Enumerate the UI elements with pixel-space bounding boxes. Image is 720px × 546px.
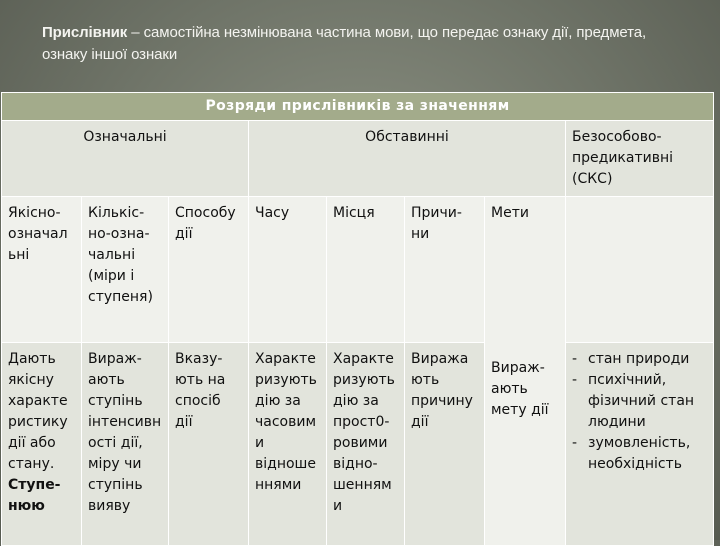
subtype-purpose-cell [485,197,566,546]
group-predicative: Безособово-предикативні (СКС) [566,121,714,197]
table-title-row [2,93,714,121]
desc-qualitative: Дають якісну характеристику дії або стану. [8,351,68,472]
subtype-predicative-empty [566,197,714,343]
subtype-qualitative: Якісно-означальні [2,197,82,343]
heading-term: Прислівник [42,24,128,41]
list-item: - стан природи [572,349,707,370]
list-item: - зумовленість, необхідність [572,433,707,475]
group-circumstantial: Обставинні [249,121,566,197]
subtype-manner: Способу дії [169,197,249,343]
group-header-row [2,121,714,197]
predicative-list [572,349,707,475]
adverb-categories-table [1,92,714,546]
group-attributive: Означальні [2,121,249,197]
table-title: Розряди прислівників за значенням [2,93,714,121]
desc-quantitative: Вираж-ають ступінь інтенсивності дії, міру чи ступінь вияву [82,343,169,546]
desc-place: Характеризують дію за прост0-ровими відно-шеннями [327,343,405,546]
heading-definition: – самостійна незмінювана частина мови, що передає ознаку дії, предмета, ознаку іншої ознаки [42,24,647,63]
desc-cause: Виражають причину дії [405,343,485,546]
subtype-row [2,197,714,343]
desc-purpose: Вираж-ають мету дії [491,360,549,418]
subtype-cause: Причи-ни [405,197,485,343]
desc-qualitative-bold: Ступе-нюю [8,477,61,514]
subtype-purpose: Мети [491,205,529,221]
desc-predicative [566,343,714,546]
description-row [2,343,714,546]
subtype-place: Місця [327,197,405,343]
desc-manner: Вказу-ють на спосіб дії [169,343,249,546]
list-item: - психічний, фізичний стан людини [572,370,707,433]
slide-heading [42,22,692,66]
desc-qualitative-cell [2,343,82,546]
desc-time: Характеризують дію за часовими відношеннями [249,343,327,546]
subtype-time: Часу [249,197,327,343]
subtype-quantitative: Кількіс-но-озна-чальні (міри і ступеня) [82,197,169,343]
